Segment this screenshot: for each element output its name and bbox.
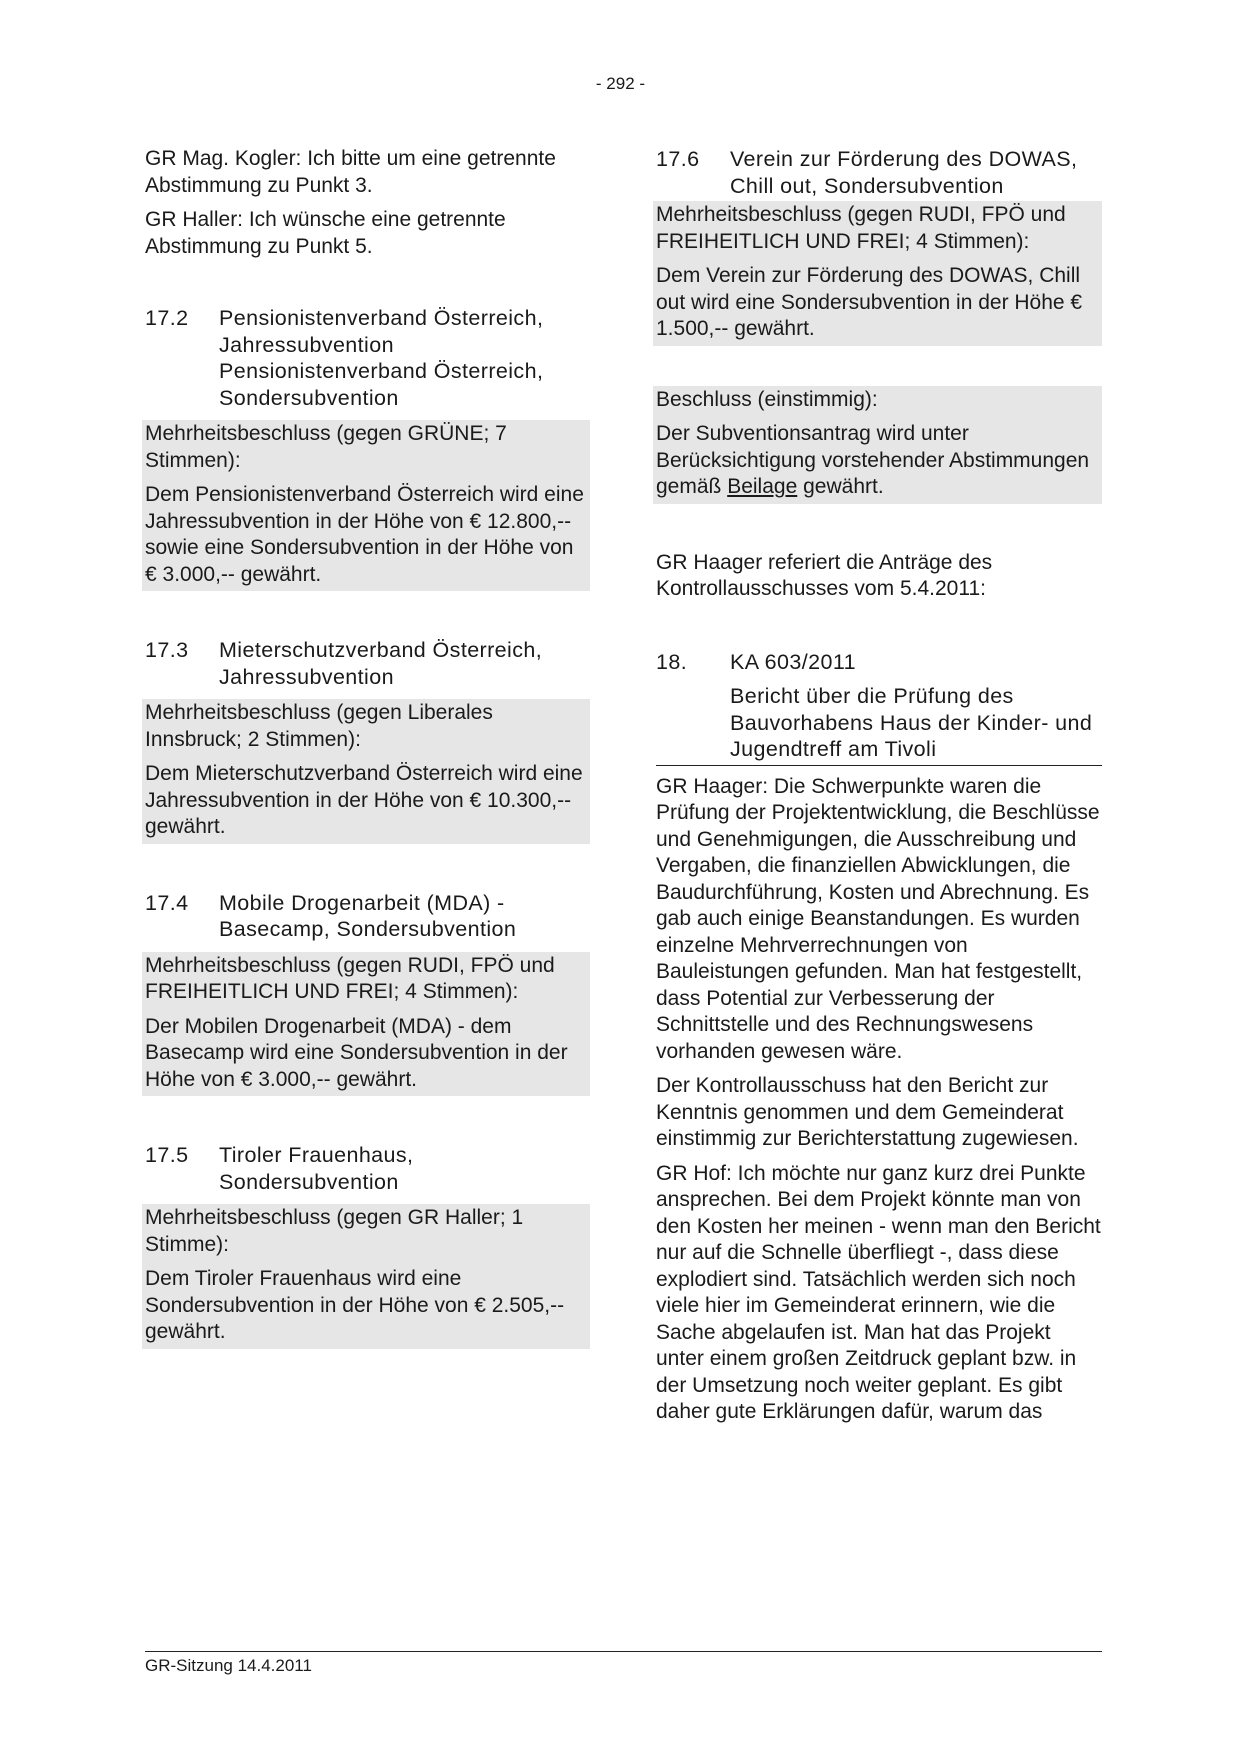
item-title: Mobile Drogenarbeit (MDA) - Basecamp, Sondersubvention <box>219 890 517 941</box>
item-number: 17.5 <box>145 1143 189 1167</box>
resolution-box <box>142 952 590 1097</box>
paragraph-kontrollausschuss: Der Kontrollausschuss hat den Bericht zur Kenntnis genommen und dem Gemeinderat einstimmig zur Berichterstattung zugewiesen. <box>656 1074 1079 1150</box>
item-title: Bericht über die Prüfung des Bauvorhabens Haus der Kinder- und Jugendtreff am Tivoli <box>730 684 1093 761</box>
item-17-3 <box>145 637 590 844</box>
resolution-box <box>142 420 590 591</box>
decision-text: Dem Verein zur Förderung des DOWAS, Chill out wird eine Sondersubvention in der Höhe € 1.500,-- gewährt. <box>656 264 1083 340</box>
resolution-box <box>142 699 590 844</box>
item-title: Mieterschutzverband Österreich, Jahressubvention <box>219 638 543 689</box>
decision-text-end: gewährt. <box>803 475 884 498</box>
item-code: KA 603/2011 <box>730 649 856 674</box>
footer-rule <box>145 1651 1102 1652</box>
decision-text: Der Mobilen Drogenarbeit (MDA) - dem Basecamp wird eine Sondersubvention in der Höhe von € 3.000,-- gewährt. <box>145 1014 568 1091</box>
vote-result: Mehrheitsbeschluss (gegen GRÜNE; 7 Stimmen): <box>145 422 507 472</box>
resolution-box <box>653 201 1102 346</box>
decision-text: Dem Tiroler Frauenhaus wird eine Sondersubvention in der Höhe von € 2.505,-- gewährt. <box>145 1267 565 1343</box>
resolution-box <box>142 1204 590 1349</box>
haager-intro: GR Haager referiert die Anträge des Kontrollausschusses vom 5.4.2011: <box>656 550 993 600</box>
item-heading <box>145 637 590 690</box>
item-heading <box>145 305 590 411</box>
item-17-5 <box>145 1142 590 1349</box>
item-number: 17.6 <box>656 147 700 171</box>
item-title: Verein zur Förderung des DOWAS, Chill out, Sondersubvention <box>730 147 1078 198</box>
decision-text <box>656 421 1099 501</box>
beilage-link[interactable]: Beilage <box>727 475 798 498</box>
item-heading <box>145 890 590 943</box>
right-column <box>656 146 1102 1426</box>
decision-text: Dem Pensionistenverband Österreich wird eine Jahressubvention in der Höhe von € 12.800,-- sowie eine Sondersubvention in der Höhe von € 3.000,-- gewährt. <box>145 483 584 586</box>
item-title: Tiroler Frauenhaus, Sondersubvention <box>219 1143 414 1194</box>
vote-result: Mehrheitsbeschluss (gegen GR Haller; 1 Stimme): <box>145 1206 524 1256</box>
page-number: - 292 - <box>595 74 646 93</box>
item-number: 17.3 <box>145 638 189 662</box>
item-number: 17.2 <box>145 306 189 330</box>
item-18 <box>656 649 1102 766</box>
statement-kogler: GR Mag. Kogler: Ich bitte um eine getrennte Abstimmung zu Punkt 3. <box>145 147 556 197</box>
vote-result: Mehrheitsbeschluss (gegen RUDI, FPÖ und FREIHEITLICH UND FREI; 4 Stimmen): <box>656 203 1066 253</box>
vote-result: Mehrheitsbeschluss (gegen Liberales Innsbruck; 2 Stimmen): <box>145 701 493 751</box>
statement-haller: GR Haller: Ich wünsche eine getrennte Abstimmung zu Punkt 5. <box>145 208 506 258</box>
item-title: Pensionistenverband Österreich, Jahressubvention Pensionistenverband Österreich, Sondersubvention <box>219 306 544 410</box>
item-number: 17.4 <box>145 890 189 915</box>
vote-result: Mehrheitsbeschluss (gegen RUDI, FPÖ und FREIHEITLICH UND FREI; 4 Stimmen): <box>145 953 555 1003</box>
decision-text-start: Der Subventionsantrag wird unter Berücksichtigung vorstehender Abstimmungen gemäß <box>656 422 1090 498</box>
final-resolution-box <box>653 386 1102 504</box>
item-number: 18. <box>656 649 688 674</box>
item-17-6 <box>656 146 1102 346</box>
left-column <box>145 146 590 1349</box>
heading-rule <box>656 765 1102 766</box>
decision-text: Dem Mieterschutzverband Österreich wird eine Jahressubvention in der Höhe von € 10.300,-- gewährt. <box>145 762 583 838</box>
item-heading <box>656 146 1102 199</box>
item-heading <box>656 649 1102 676</box>
item-17-2 <box>145 305 590 591</box>
item-heading <box>145 1142 590 1195</box>
item-17-4 <box>145 890 590 1097</box>
footer-text: GR-Sitzung 14.4.2011 <box>145 1656 312 1675</box>
paragraph-haager: GR Haager: Die Schwerpunkte waren die Prüfung der Projektentwicklung, die Beschlüsse und Genehmigungen, die Ausschreibung und Vergaben, die finanziellen Abwicklungen, die Baudurchführung, Kosten und Abrechnung. Es gab auch einige Beanstandungen. Es wurden einzelne Mehrverrechnungen von Bauleistungen gefunden. Man hat festgestellt, dass Potential zur Verbesserung der Schnittstelle und des Rechnungswesens vorhanden gewesen wäre. <box>656 774 1100 1063</box>
vote-result: Beschluss (einstimmig): <box>656 387 878 411</box>
paragraph-hof: GR Hof: Ich möchte nur ganz kurz drei Punkte ansprechen. Bei dem Projekt könnte man von den Kosten her meinen - wenn man den Bericht nur auf die Schnelle überfliegt -, dass diese explodiert sind. Tatsächlich werden sich noch viele hier im Gemeinderat erinnern, wie die Sache abgelaufen ist. Man hat das Projekt unter einem großen Zeitdruck geplant bzw. in der Umsetzung noch weiter geplant. Es gibt daher gute Erklärungen dafür, warum das <box>656 1161 1101 1423</box>
